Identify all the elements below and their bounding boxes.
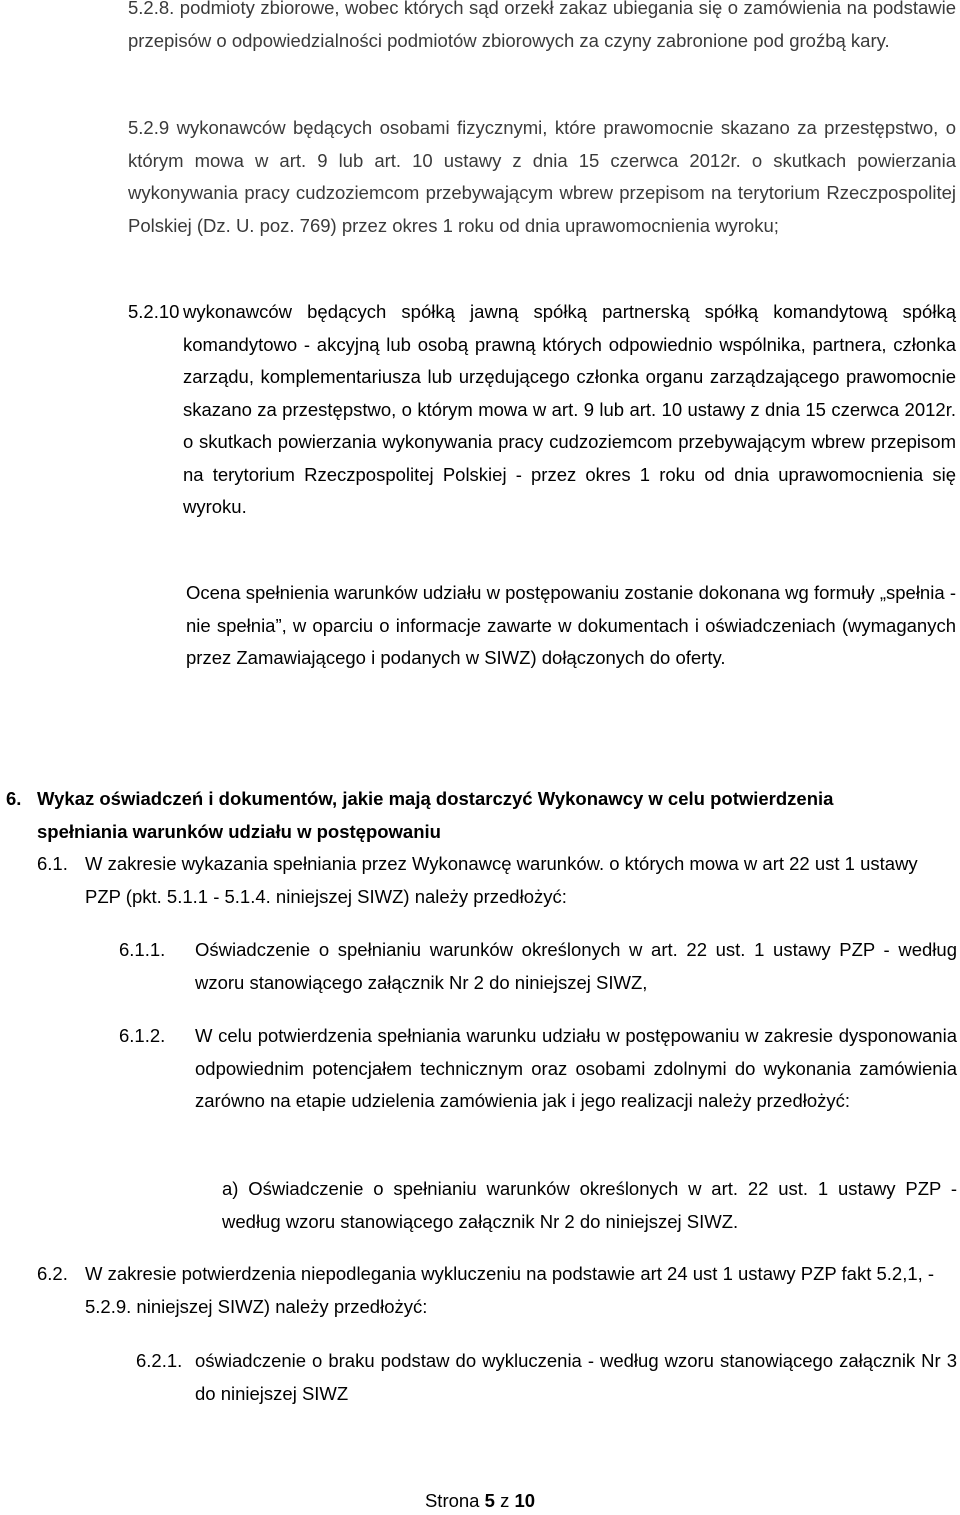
item-5-2-9 (128, 112, 956, 242)
item-5-2-10 (128, 296, 956, 524)
section-number: 6. (6, 788, 22, 809)
page-footer (0, 1490, 960, 1512)
item-text: wykonawców będących spółką jawną spółką partnerską spółką komandytową spółką komandytowo - akcyjną lub osobą prawną których odpowiednio wspólnika, partnera, członka zarządu, komplementariusza lub urzędującego członka organu zarządzającego prawomocnie skazano za przestępstwo, o którym mowa w art. 9 lub art. 10 ustawy z dnia 15 czerwca 2012r. o skutkach powierzania wykonywania pracy cudzoziemcom przebywającym wbrew przepisom na terytorium Rzeczpospolitej Polskiej - przez okres 1 roku od dnia uprawomocnienia się wyroku. (183, 301, 956, 517)
item-number: 6.1.2. (119, 1025, 166, 1046)
item-6-1-2 (119, 1020, 957, 1118)
item-number: 5.2.8. (128, 0, 175, 18)
section-6-heading (6, 783, 916, 848)
item-text: a) Oświadczenie o spełnianiu warunków określonych w art. 22 ust. 1 ustawy PZP - według wzoru stanowiącego załącznik Nr 2 do niniejszej SIWZ. (222, 1178, 957, 1232)
footer-label: Strona (424, 1490, 480, 1511)
item-text: wykonawców będących osobami fizycznymi, które prawomocnie skazano za przestępstwo, o którym mowa w art. 9 lub art. 10 ustawy z dnia 15 czerwca 2012r. o skutkach powierzania wykonywania pracy cudzoziemcom przebywającym wbrew przepisom na terytorium Rzeczpospolitej Polskiej (Dz. U. poz. 769) przez okres 1 roku od dnia uprawomocnienia wyroku; (128, 117, 957, 236)
item-text: W zakresie wykazania spełniania przez Wykonawcę warunków. o których mowa w art 22 ust 1 ustawy PZP (pkt. 5.1.1 - 5.1.4. niniejszej SIWZ) należy przedłożyć: (85, 853, 918, 907)
footer-page-number: 5 (484, 1490, 495, 1511)
footer-total-pages: 10 (514, 1490, 536, 1511)
item-6-2-1 (136, 1345, 957, 1410)
item-text: W celu potwierdzenia spełniania warunku udziału w postępowaniu w zakresie dysponowania odpowiednim potencjałem technicznym oraz osobami zdolnymi do wykonania zamówienia zarówno na etapie udzielenia zamówienia jak i jego realizacji należy przedłożyć: (195, 1025, 957, 1111)
item-6-1-2-a (222, 1173, 957, 1238)
item-number: 5.2.9 (128, 117, 170, 138)
item-number: 6.1. (37, 853, 68, 874)
footer-separator: z (500, 1490, 510, 1511)
assessment-paragraph (186, 577, 956, 675)
item-number: 6.2. (37, 1263, 68, 1284)
item-6-1 (37, 848, 952, 913)
item-text: podmioty zbiorowe, wobec których sąd orzekł zakaz ubiegania się o zamówienia na podstawie przepisów o odpowiedzialności podmiotów zbiorowych za czyny zabronione pod groźbą kary. (128, 0, 957, 51)
item-text: Oświadczenie o spełnianiu warunków określonych w art. 22 ust. 1 ustawy PZP - według wzoru stanowiącego załącznik Nr 2 do niniejszej SIWZ, (195, 939, 957, 993)
item-number: 5.2.10 (128, 301, 180, 322)
assessment-text: Ocena spełnienia warunków udziału w postępowaniu zostanie dokonana wg formuły „spełnia - nie spełnia”, w oparciu o informacje zawarte w dokumentach i oświadczeniach (wymaganych przez Zamawiającego i podanych w SIWZ) dołączonych do oferty. (186, 582, 956, 668)
item-number: 6.2.1. (136, 1350, 183, 1371)
item-6-2 (37, 1258, 955, 1323)
section-title: Wykaz oświadczeń i dokumentów, jakie mają dostarczyć Wykonawcy w celu potwierdzenia spełniania warunków udziału w postępowaniu (37, 788, 834, 842)
item-number: 6.1.1. (119, 939, 166, 960)
item-text: W zakresie potwierdzenia niepodlegania wykluczeniu na podstawie art 24 ust 1 ustawy PZP fakt 5.2,1, - 5.2.9. niniejszej SIWZ) należy przedłożyć: (85, 1263, 935, 1317)
item-5-2-8 (128, 0, 956, 57)
item-text: oświadczenie o braku podstaw do wykluczenia - według wzoru stanowiącego załącznik Nr 3 do niniejszej SIWZ (195, 1350, 957, 1404)
item-6-1-1 (119, 934, 957, 999)
